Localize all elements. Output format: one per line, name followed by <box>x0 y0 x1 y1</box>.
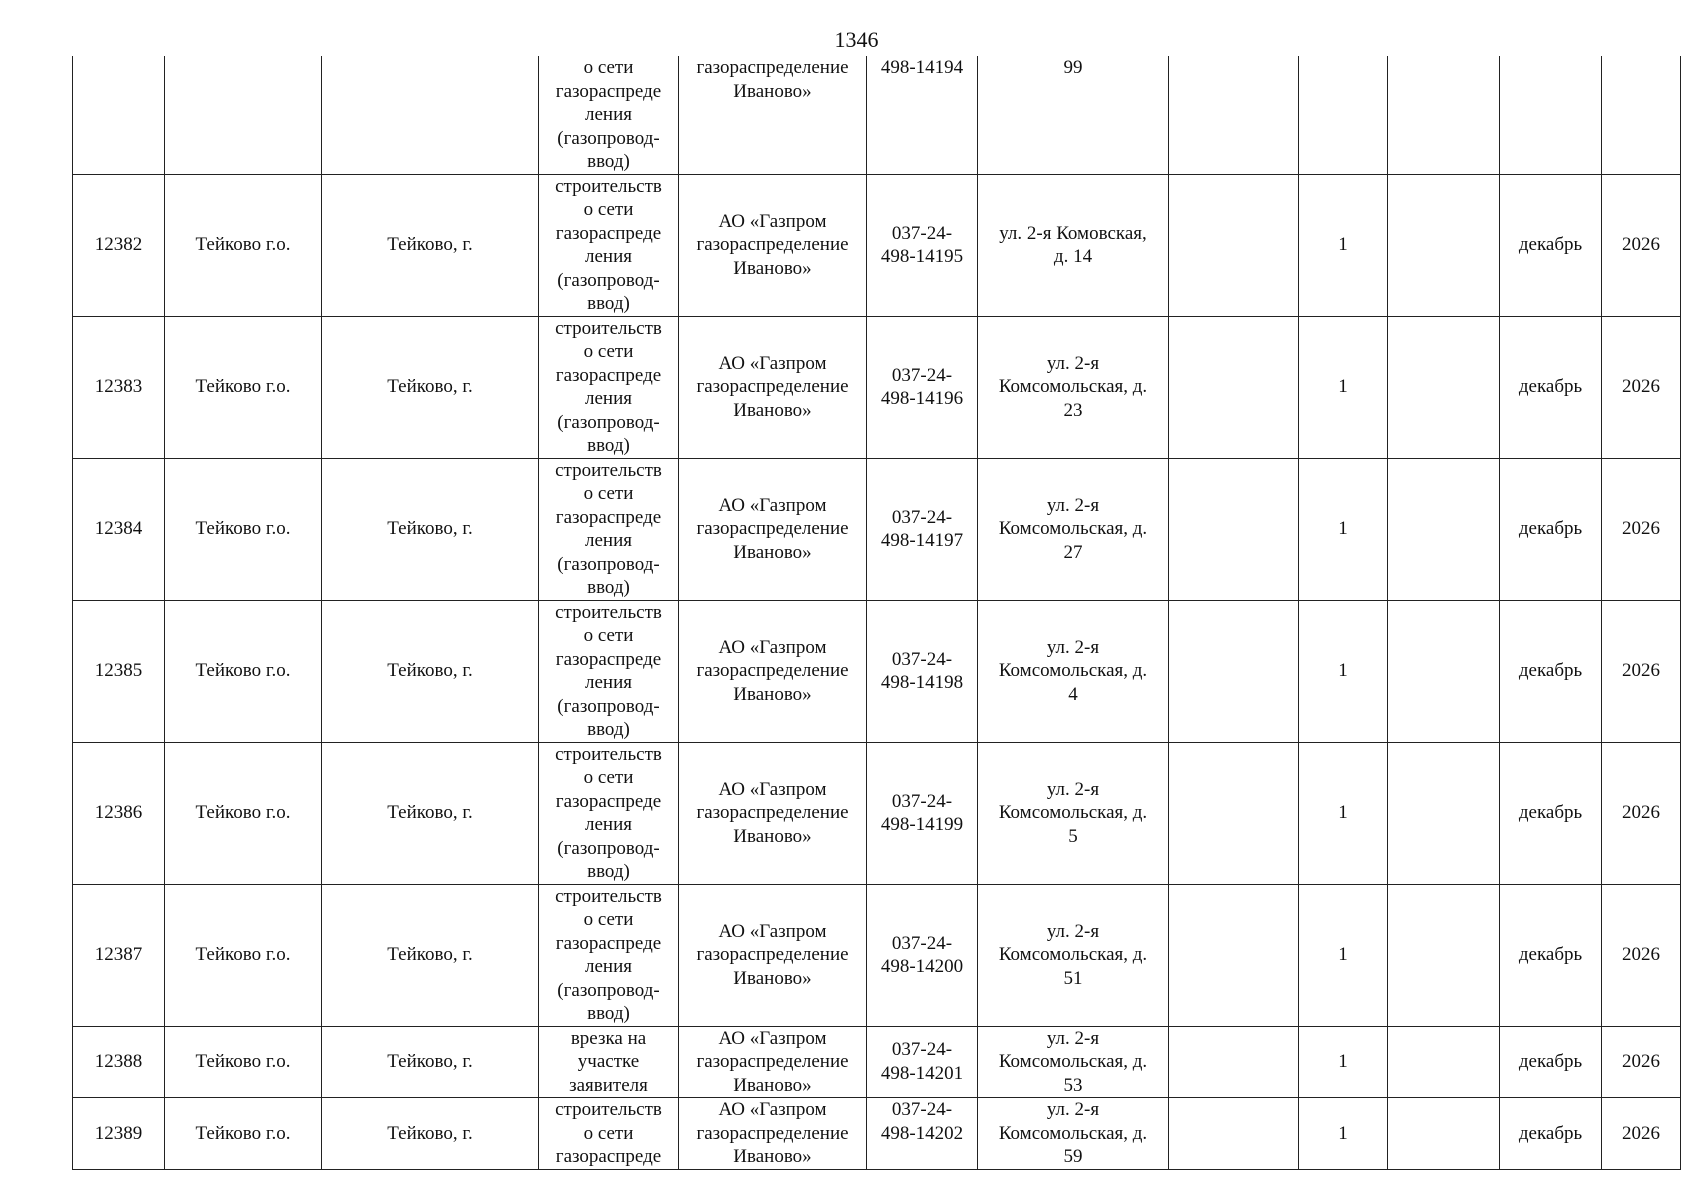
table-row <box>73 600 1681 742</box>
cell-district: Тейково г.о. <box>165 884 322 1026</box>
cell-work-type: врезка на участке заявителя <box>539 1026 679 1098</box>
cell-work-type: строительств о сети газораспреде <box>539 1098 679 1170</box>
table-row <box>73 174 1681 316</box>
cell-empty <box>1388 884 1500 1026</box>
cell-settlement <box>322 56 539 174</box>
cell-code: 037-24- 498-14195 <box>867 174 978 316</box>
cell-empty <box>1169 1026 1299 1098</box>
table-row <box>73 742 1681 884</box>
cell-year: 2026 <box>1602 1098 1681 1170</box>
cell-work-type: строительств о сети газораспреде ления (газопровод- ввод) <box>539 884 679 1026</box>
cell-empty <box>1388 56 1500 174</box>
cell-settlement: Тейково, г. <box>322 1098 539 1170</box>
cell-organization: АО «Газпром газораспределение Иваново» <box>679 316 867 458</box>
cell-empty <box>1388 742 1500 884</box>
cell-number: 12384 <box>73 458 165 600</box>
cell-address: ул. 2-я Комсомольская, д. 23 <box>978 316 1169 458</box>
cell-number: 12383 <box>73 316 165 458</box>
cell-empty <box>1169 316 1299 458</box>
cell-district: Тейково г.о. <box>165 316 322 458</box>
cell-address: ул. 2-я Комсомольская, д. 5 <box>978 742 1169 884</box>
cell-number: 12387 <box>73 884 165 1026</box>
cell-quantity: 1 <box>1299 742 1388 884</box>
cell-organization: АО «Газпром газораспределение Иваново» <box>679 884 867 1026</box>
table-row <box>73 884 1681 1026</box>
cell-district: Тейково г.о. <box>165 600 322 742</box>
cell-organization: АО «Газпром газораспределение Иваново» <box>679 1098 867 1170</box>
cell-year: 2026 <box>1602 600 1681 742</box>
cell-year: 2026 <box>1602 742 1681 884</box>
cell-empty <box>1388 316 1500 458</box>
cell-year: 2026 <box>1602 458 1681 600</box>
cell-code: 037-24- 498-14196 <box>867 316 978 458</box>
cell-month: декабрь <box>1500 458 1602 600</box>
cell-address: ул. 2-я Комовская, д. 14 <box>978 174 1169 316</box>
cell-number: 12382 <box>73 174 165 316</box>
cell-number: 12386 <box>73 742 165 884</box>
cell-district: Тейково г.о. <box>165 174 322 316</box>
cell-month <box>1500 56 1602 174</box>
cell-month: декабрь <box>1500 600 1602 742</box>
cell-work-type: строительств о сети газораспреде ления (газопровод- ввод) <box>539 316 679 458</box>
cell-quantity: 1 <box>1299 1026 1388 1098</box>
cell-code: 498-14194 <box>867 56 978 174</box>
cell-settlement: Тейково, г. <box>322 742 539 884</box>
table-row <box>73 458 1681 600</box>
cell-empty <box>1169 174 1299 316</box>
cell-settlement: Тейково, г. <box>322 1026 539 1098</box>
table-row <box>73 56 1681 174</box>
cell-empty <box>1169 56 1299 174</box>
cell-month: декабрь <box>1500 174 1602 316</box>
cell-month: декабрь <box>1500 1026 1602 1098</box>
cell-district: Тейково г.о. <box>165 458 322 600</box>
cell-address: 99 <box>978 56 1169 174</box>
cell-year: 2026 <box>1602 174 1681 316</box>
cell-work-type: строительств о сети газораспреде ления (газопровод- ввод) <box>539 600 679 742</box>
cell-month: декабрь <box>1500 316 1602 458</box>
cell-organization: АО «Газпром газораспределение Иваново» <box>679 174 867 316</box>
cell-code: 037-24- 498-14197 <box>867 458 978 600</box>
cell-district <box>165 56 322 174</box>
table-row <box>73 1098 1681 1170</box>
cell-settlement: Тейково, г. <box>322 458 539 600</box>
cell-quantity <box>1299 56 1388 174</box>
cell-quantity: 1 <box>1299 174 1388 316</box>
cell-quantity: 1 <box>1299 1098 1388 1170</box>
cell-settlement: Тейково, г. <box>322 884 539 1026</box>
cell-settlement: Тейково, г. <box>322 174 539 316</box>
cell-address: ул. 2-я Комсомольская, д. 4 <box>978 600 1169 742</box>
cell-year: 2026 <box>1602 316 1681 458</box>
cell-empty <box>1388 600 1500 742</box>
cell-empty <box>1388 1026 1500 1098</box>
cell-year <box>1602 56 1681 174</box>
cell-district: Тейково г.о. <box>165 742 322 884</box>
cell-number <box>73 56 165 174</box>
cell-year: 2026 <box>1602 1026 1681 1098</box>
cell-code: 037-24- 498-14198 <box>867 600 978 742</box>
cell-organization: газораспределение Иваново» <box>679 56 867 174</box>
cell-organization: АО «Газпром газораспределение Иваново» <box>679 600 867 742</box>
cell-empty <box>1169 884 1299 1026</box>
cell-address: ул. 2-я Комсомольская, д. 53 <box>978 1026 1169 1098</box>
cell-quantity: 1 <box>1299 458 1388 600</box>
cell-address: ул. 2-я Комсомольская, д. 59 <box>978 1098 1169 1170</box>
cell-empty <box>1388 458 1500 600</box>
cell-work-type: строительств о сети газораспреде ления (газопровод- ввод) <box>539 742 679 884</box>
cell-code: 037-24- 498-14199 <box>867 742 978 884</box>
page-number: 1346 <box>834 27 879 52</box>
cell-quantity: 1 <box>1299 884 1388 1026</box>
cell-empty <box>1169 458 1299 600</box>
cell-address: ул. 2-я Комсомольская, д. 27 <box>978 458 1169 600</box>
cell-settlement: Тейково, г. <box>322 316 539 458</box>
cell-organization: АО «Газпром газораспределение Иваново» <box>679 742 867 884</box>
cell-settlement: Тейково, г. <box>322 600 539 742</box>
table-row <box>73 316 1681 458</box>
cell-work-type: о сети газораспреде ления (газопровод- ввод) <box>539 56 679 174</box>
registry-table <box>72 56 1681 1170</box>
cell-address: ул. 2-я Комсомольская, д. 51 <box>978 884 1169 1026</box>
cell-organization: АО «Газпром газораспределение Иваново» <box>679 458 867 600</box>
cell-year: 2026 <box>1602 884 1681 1026</box>
cell-district: Тейково г.о. <box>165 1026 322 1098</box>
cell-code: 037-24- 498-14200 <box>867 884 978 1026</box>
cell-number: 12389 <box>73 1098 165 1170</box>
cell-work-type: строительств о сети газораспреде ления (газопровод- ввод) <box>539 458 679 600</box>
cell-month: декабрь <box>1500 884 1602 1026</box>
cell-number: 12388 <box>73 1026 165 1098</box>
cell-empty <box>1169 1098 1299 1170</box>
cell-month: декабрь <box>1500 1098 1602 1170</box>
cell-empty <box>1169 742 1299 884</box>
table-row <box>73 1026 1681 1098</box>
cell-month: декабрь <box>1500 742 1602 884</box>
cell-code: 037-24- 498-14201 <box>867 1026 978 1098</box>
cell-organization: АО «Газпром газораспределение Иваново» <box>679 1026 867 1098</box>
cell-empty <box>1388 1098 1500 1170</box>
cell-empty <box>1169 600 1299 742</box>
cell-quantity: 1 <box>1299 600 1388 742</box>
cell-quantity: 1 <box>1299 316 1388 458</box>
cell-empty <box>1388 174 1500 316</box>
cell-number: 12385 <box>73 600 165 742</box>
cell-work-type: строительств о сети газораспреде ления (газопровод- ввод) <box>539 174 679 316</box>
cell-code: 037-24- 498-14202 <box>867 1098 978 1170</box>
cell-district: Тейково г.о. <box>165 1098 322 1170</box>
